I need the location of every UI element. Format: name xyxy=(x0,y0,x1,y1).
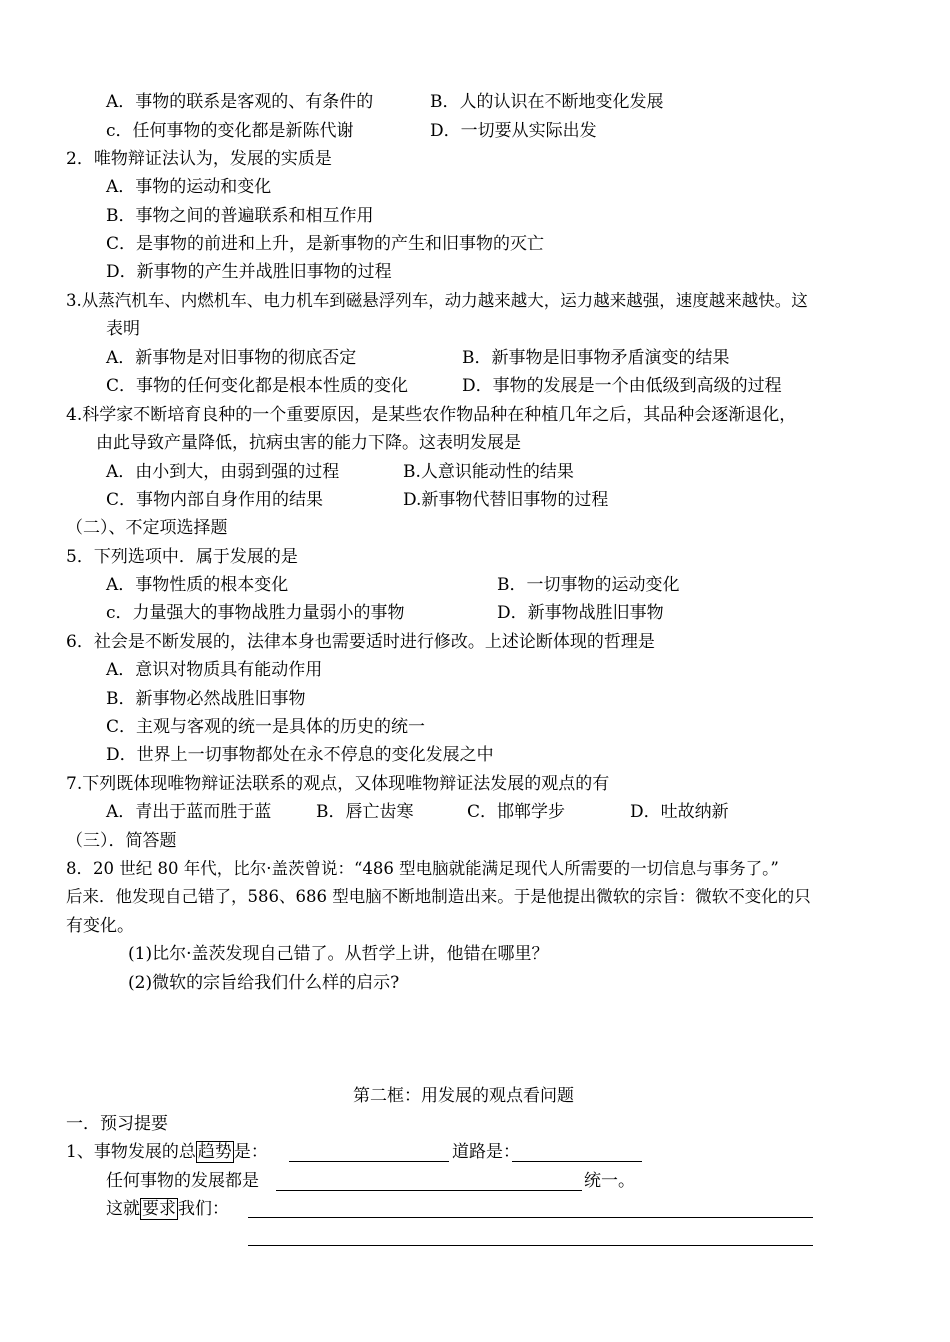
q7-stem: 7.下列既体现唯物辩证法联系的观点，又体现唯物辩证法发展的观点的有 xyxy=(66,774,610,794)
q2-option-c: C．是事物的前进和上升，是新事物的产生和旧事物的灭亡 xyxy=(106,234,545,254)
q6-option-a: A．意识对物质具有能动作用 xyxy=(106,660,323,680)
preview-line-1 xyxy=(66,1142,268,1162)
preview-line-3 xyxy=(106,1199,229,1219)
section2-heading: （二）、不定项选择题 xyxy=(66,518,228,538)
q7-option-d: D．吐故纳新 xyxy=(630,802,729,822)
development-answer-blank[interactable] xyxy=(276,1190,582,1191)
q5-option-b: B．一切事物的运动变化 xyxy=(497,575,680,595)
requirement-answer-blank-2[interactable] xyxy=(248,1245,813,1246)
requirement-answer-blank-1[interactable] xyxy=(248,1217,813,1218)
q8-subquestion-2: (2)微软的宗旨给我们什么样的启示? xyxy=(128,973,400,993)
trend-answer-blank[interactable] xyxy=(289,1161,449,1162)
q5-option-d: D．新事物战胜旧事物 xyxy=(497,603,664,623)
q1-option-c: c．任何事物的变化都是新陈代谢 xyxy=(106,121,354,141)
q3-option-d: D．事物的发展是一个由低级到高级的过程 xyxy=(462,376,782,396)
q2-option-a: A．事物的运动和变化 xyxy=(106,177,272,197)
q6-stem: 6．社会是不断发展的，法律本身也需要适时进行修改。上述论断体现的哲理是 xyxy=(66,632,655,652)
q7-option-a: A．青出于蓝而胜于蓝 xyxy=(106,802,272,822)
q1-option-d: D．一切要从实际出发 xyxy=(430,121,597,141)
section3-heading: （三）．简答题 xyxy=(66,831,177,851)
q4-stem-cont: 由此导致产量降低，抗病虫害的能力下降。这表明发展是 xyxy=(96,433,521,453)
q1-option-b: B．人的认识在不断地变化发展 xyxy=(430,92,664,112)
trend-boxed-keyword: 趋势 xyxy=(197,1142,232,1162)
q3-stem: 3.从蒸汽机车、内燃机车、电力机车到磁悬浮列车，动力越来越大，运力越来越强，速度越来越快。这 xyxy=(66,291,808,310)
requirement-prompt: 这就 xyxy=(106,1199,140,1219)
q4-stem: 4.科学家不断培育良种的一个重要原因，是某些农作物品种在种植几年之后，其品种会逐渐退化， xyxy=(66,405,797,425)
lesson-title: 第二框：用发展的观点看问题 xyxy=(353,1086,574,1106)
trend-colon: 是： xyxy=(233,1142,268,1162)
q8-line-1: 8．20 世纪 80 年代，比尔·盖茨曾说：“486 型电脑就能满足现代人所需要的一切信息与事务了。” xyxy=(66,859,779,878)
q8-subquestion-1: (1)比尔·盖茨发现自己错了。从哲学上讲，他错在哪里？ xyxy=(128,944,549,964)
q2-option-b: B．事物之间的普遍联系和相互作用 xyxy=(106,206,374,226)
q5-option-c: c．力量强大的事物战胜力量弱小的事物 xyxy=(106,603,405,623)
q7-option-c: C．邯郸学步 xyxy=(467,802,566,822)
q3-option-c: C．事物的任何变化都是根本性质的变化 xyxy=(106,376,409,396)
development-prompt: 任何事物的发展都是 xyxy=(106,1171,259,1191)
q6-option-b: B．新事物必然战胜旧事物 xyxy=(106,689,306,709)
q4-option-a: A．由小到大，由弱到强的过程 xyxy=(106,462,340,482)
q5-stem: 5．下列选项中．属于发展的是 xyxy=(66,547,298,567)
requirement-boxed-keyword: 要求 xyxy=(142,1199,176,1219)
q8-line-3: 有变化。 xyxy=(66,916,134,936)
trend-prompt: 1、事物发展的总 xyxy=(66,1142,196,1162)
q8-line-2: 后来．他发现自己错了，586、686 型电脑不断地制造出来。于是他提出微软的宗旨：微软不变化的只 xyxy=(66,887,811,906)
q4-option-b: B.人意识能动性的结果 xyxy=(403,462,574,482)
development-suffix: 统一。 xyxy=(584,1171,635,1191)
q6-option-c: C．主观与客观的统一是具体的历史的统一 xyxy=(106,717,426,737)
q5-option-a: A．事物性质的根本变化 xyxy=(106,575,289,595)
preview-heading: 一．预习提要 xyxy=(66,1114,168,1134)
q4-option-c: C．事物内部自身作用的结果 xyxy=(106,490,324,510)
q3-stem-cont: 表明 xyxy=(106,319,140,339)
q7-option-b: B．唇亡齿寒 xyxy=(316,802,414,822)
road-answer-blank[interactable] xyxy=(512,1161,642,1162)
q2-option-d: D．新事物的产生并战胜旧事物的过程 xyxy=(106,262,392,282)
q3-option-a: A．新事物是对旧事物的彻底否定 xyxy=(106,348,357,368)
q2-stem: 2．唯物辩证法认为，发展的实质是 xyxy=(66,149,332,169)
requirement-suffix: 我们： xyxy=(178,1199,229,1219)
road-prompt: 道路是： xyxy=(452,1142,520,1162)
q1-option-a: A．事物的联系是客观的、有条件的 xyxy=(106,92,374,112)
q6-option-d: D．世界上一切事物都处在永不停息的变化发展之中 xyxy=(106,745,494,765)
q4-option-d: D.新事物代替旧事物的过程 xyxy=(403,490,609,510)
q3-option-b: B．新事物是旧事物矛盾演变的结果 xyxy=(462,348,730,368)
